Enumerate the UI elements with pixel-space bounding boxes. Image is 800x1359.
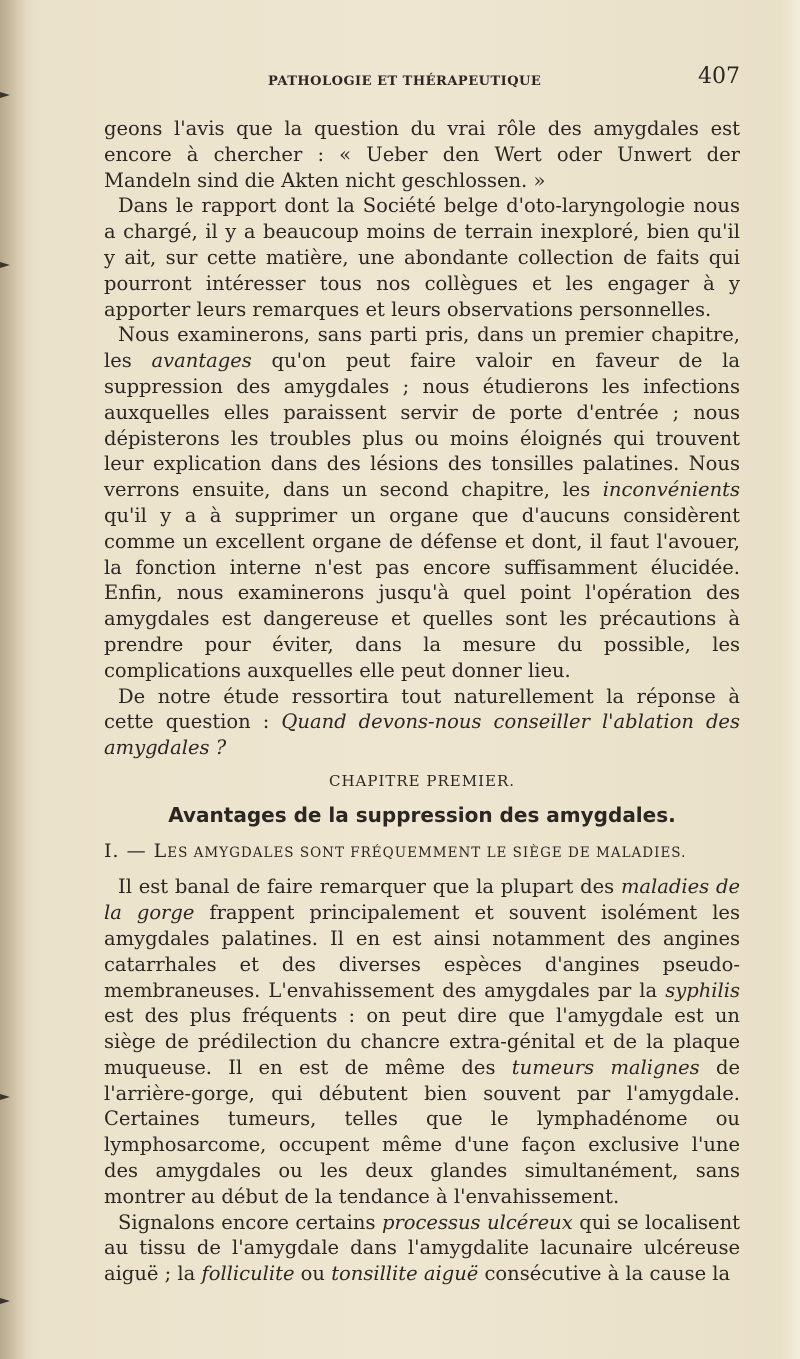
paragraph: Nous examinerons, sans parti pris, dans un premier chapitre, les avantages qu'on peut faire valoir en faveur de la suppression des amygdales ; nous étudierons les infections auxquelles elles paraissent servir de porte d'entrée ; nous dépisterons les troubles plus ou moins éloignés qui trouvent leur explication dans des lésions des tonsilles palatines. Nous verrons ensuite, dans un second chapitre, les inconvénients qu'il y a à supprimer un organe que d'aucuns considèrent comme un excellent organe de défense et dont, il faut l'avouer, la fonction interne n'est pas encore suffisamment élucidée. Enfin, nous examinerons jusqu'à quel point l'opération des amygdales est dangereuse et quelles sont les précautions à prendre pour éviter, dans la mesure du possible, les complications auxquelles elle peut donner lieu. [104, 323, 740, 682]
paragraph: De notre étude ressortira tout naturellement la réponse à cette question : Quand devons-nous conseiller l'ablation des amygdales ? [104, 684, 740, 760]
main-text [104, 116, 740, 1287]
italic-term: processus ulcéreux [381, 1210, 573, 1234]
paragraph: geons l'avis que la question du vrai rôle des amygdales est encore à chercher : « Ueber den Wert oder Unwert der Mandeln sind die Akten nicht geschlossen. » [104, 117, 740, 192]
running-title: PATHOLOGIE ET THÉRAPEUTIQUE [268, 74, 542, 89]
italic-term: folliculite [201, 1262, 295, 1286]
chapter-title: Avantages de la suppression des amygdales. [168, 802, 676, 827]
gutter-shadow [0, 0, 26, 1359]
italic-question: Quand devons-nous conseiller l'ablation des amygdales ? [104, 710, 740, 760]
italic-term: syphilis [665, 978, 740, 1002]
italic-term: tumeurs malignes [511, 1055, 700, 1079]
paragraph: Dans le rapport dont la Société belge d'oto-laryngologie nous a chargé, il y a beaucoup moins de terrain inexploré, bien qu'il y ait, sur cette matière, une abondante collection de faits qui pourront intéresser tous nos collègues et les engager à y apporter leurs remarques et leurs observations personnelles. [104, 194, 740, 321]
chapter-label: CHAPITRE PREMIER. [328, 771, 516, 790]
italic-term: tonsillite aiguë [331, 1262, 479, 1286]
italic-term: maladies de la gorge [104, 875, 740, 925]
section-heading: I. — LES AMYGDALES SONT FRÉQUEMMENT LE SIÈGE DE MALADIES. [104, 839, 687, 862]
italic-term: avantages [151, 349, 252, 373]
page-number: 407 [698, 64, 740, 89]
paragraph: Signalons encore certains processus ulcéreux qui se localisent au tissu de l'amygdale dans l'amygdalite lacunaire ulcéreuse aiguë ; la folliculite ou tonsillite aiguë consécutive à la cause la [104, 1210, 740, 1286]
paragraph: Il est banal de faire remarquer que la plupart des maladies de la gorge frappent principalement et souvent isolément les amygdales palatines. Il en est ainsi notamment des angines catarrhales et des diverses espèces d'angines pseudo-membraneuses. L'envahissement des amygdales par la syphilis est des plus fréquents : on peut dire que l'amygdale est un siège de prédilection du chancre extra-génital et de la plaque muqueuse. Il en est de même des tumeurs malignes de l'arrière-gorge, qui débutent bien souvent par l'amygdale. Certaines tumeurs, telles que le lymphadénome ou lymphosarcome, occupent même d'une façon exclusive l'une des amygdales ou les deux glandes simultanément, sans montrer au début de la tendance à l'envahissement. [104, 875, 740, 1208]
italic-term: inconvénients [602, 478, 740, 502]
